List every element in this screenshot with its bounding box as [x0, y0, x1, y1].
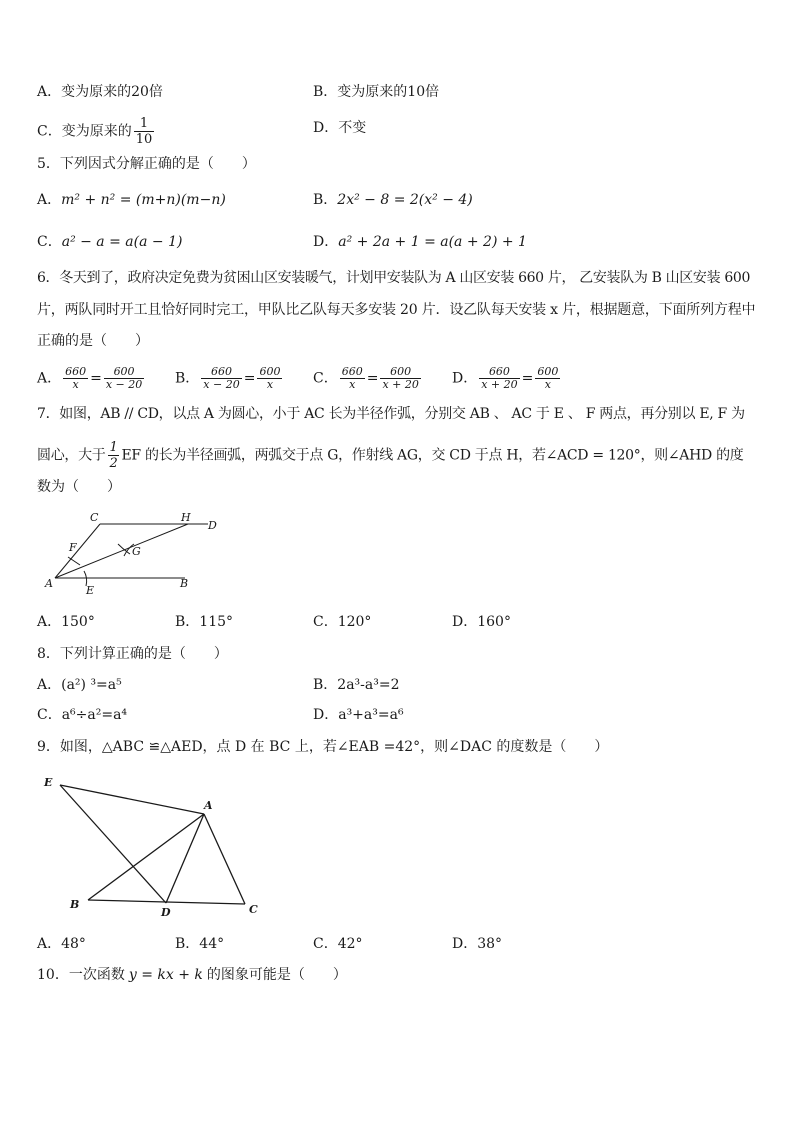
q10-stem [37, 965, 347, 985]
fraction-numerator: 600 [380, 366, 420, 379]
fraction [104, 366, 144, 391]
q8-stem: 8．下列计算正确的是（ ） [37, 646, 228, 662]
fraction-denominator: 2 [109, 456, 118, 471]
point-label-b: B [70, 898, 80, 911]
fraction [479, 366, 519, 391]
equals-sign: = [90, 370, 102, 387]
segment-ab [88, 814, 204, 900]
one-half-fraction [108, 440, 120, 471]
fraction-denominator: x + 20 [382, 378, 419, 391]
fraction-denominator: x [349, 378, 356, 391]
point-label-e: E [44, 776, 53, 789]
q4-option-a: A．变为原来的20倍 [37, 84, 163, 100]
option-label: C． [313, 370, 338, 387]
fraction-numerator: 600 [104, 366, 144, 379]
q9-stem: 9．如图，△ABC ≌△AED，点 D 在 BC 上，若∠EAB =42°，则∠DAC 的度数是（ ） [37, 739, 609, 755]
q8-option-c: C．a⁶÷a²=a⁴ [37, 707, 128, 723]
q5-option-c [37, 232, 182, 252]
fraction-denominator: x [266, 378, 274, 391]
q4-option-b: B．变为原来的10倍 [313, 84, 440, 100]
option-label: B． [175, 370, 200, 387]
q7-option-a: A．150° [37, 614, 95, 630]
q6-stem-line3: 正确的是（ ） [37, 333, 149, 349]
q7-stem-line2-suffix: EF 的长为半径画弧，两弧交于点 G，作射线 AG，交 CD 于点 H，若∠ACD = 120°，则∠AHD 的度 [121, 447, 744, 464]
equals-sign: = [521, 370, 534, 387]
q5-option-a [37, 190, 226, 210]
q10-stem-prefix: 10．一次函数 [37, 967, 125, 983]
segment-ac [55, 524, 100, 578]
option-expression: m² + n² = (m+n)(m−n) [61, 192, 226, 208]
fraction-numerator: 1 [134, 116, 155, 132]
q7-stem-line2 [37, 440, 744, 471]
fraction-denominator: x [544, 378, 551, 391]
q5-option-b [313, 190, 473, 210]
segment-ac [204, 814, 245, 904]
q9-option-c: C．42° [313, 936, 363, 952]
q5-stem: 5．下列因式分解正确的是（ ） [37, 156, 256, 172]
q6-stem-line2: 片，两队同时开工且恰好同时完工，甲队比乙队每天多安装 20 片．设乙队每天安装 x 片，根据题意，下面所列方程中 [37, 302, 756, 318]
fraction-denominator: x − 20 [203, 378, 240, 391]
q4-option-c-prefix: C．变为原来的 [37, 123, 132, 140]
q8-option-b: B．2a³-a³=2 [313, 677, 400, 693]
q7-stem-line2-prefix: 圆心，大于 [37, 447, 106, 464]
fraction-numerator: 660 [341, 365, 363, 378]
q8-option-d: D．a³+a³=a⁶ [313, 707, 404, 723]
q7-option-d: D．160° [452, 614, 511, 630]
q6-option-b [175, 366, 284, 391]
fraction [340, 366, 365, 391]
equals-sign: = [366, 370, 379, 387]
fraction-numerator: 660 [479, 366, 519, 379]
q6-option-d [452, 366, 562, 391]
q10-stem-suffix: 的图象可能是（ ） [206, 967, 347, 983]
equals-sign: = [243, 370, 256, 387]
fraction [380, 366, 420, 391]
q7-option-b: B．115° [175, 614, 234, 630]
point-label-c: C [90, 511, 99, 524]
q9-option-d: D．38° [452, 936, 503, 952]
fraction-denominator: x [72, 378, 79, 391]
option-expression: a² − a = a(a − 1) [61, 234, 183, 250]
option-expression: 2x² − 8 = 2(x² − 4) [337, 192, 473, 208]
fraction-numerator: 600 [259, 365, 281, 378]
point-label-c: C [249, 903, 258, 916]
fraction-numerator: 660 [201, 366, 241, 379]
q6-option-c [313, 366, 423, 391]
option-label: A． [37, 192, 62, 208]
fraction-denominator: 10 [135, 132, 153, 147]
point-label-g: G [132, 545, 141, 558]
fraction-numerator: 600 [537, 365, 559, 378]
q7-stem-line3: 数为（ ） [37, 479, 121, 495]
point-label-b: B [180, 577, 189, 590]
fraction-numerator: 1 [109, 440, 118, 455]
option-label: C． [37, 234, 62, 250]
q9-option-a: A．48° [37, 936, 86, 952]
point-label-e: E [86, 584, 95, 597]
q4-option-c-fraction [134, 116, 155, 147]
point-label-a: A [204, 799, 213, 812]
fraction [63, 366, 88, 391]
option-label: D． [313, 234, 339, 250]
option-expression: a² + 2a + 1 = a(a + 2) + 1 [338, 234, 527, 250]
fraction [535, 366, 560, 391]
q6-option-a [37, 366, 146, 391]
q5-option-d [313, 232, 527, 252]
q7-stem-line1: 7．如图，AB // CD，以点 A 为圆心，小于 AC 长为半径作弧，分别交 AB 、 AC 于 E 、 F 两点，再分别以 E, F 为 [37, 406, 745, 422]
q6-stem-line1: 6．冬天到了，政府决定免费为贫困山区安装暖气，计划甲安装队为 A 山区安装 660 片， 乙安装队为 B 山区安装 600 [37, 270, 750, 286]
q4-option-d: D．不变 [313, 120, 367, 136]
q9-option-b: B．44° [175, 936, 225, 952]
option-label: D． [452, 370, 478, 387]
point-label-d: D [161, 906, 171, 918]
fraction [201, 366, 241, 391]
q4-option-c [37, 116, 156, 147]
q7-parallel-lines-figure [38, 508, 228, 598]
q9-congruent-triangles-figure [38, 768, 268, 918]
option-label: A． [37, 370, 62, 387]
fraction [257, 366, 282, 391]
q8-option-a: A．(a²) ³=a⁵ [37, 677, 122, 693]
fraction-denominator: x + 20 [481, 378, 518, 391]
point-label-f: F [69, 541, 77, 554]
option-label: B． [313, 192, 338, 208]
point-label-a: A [45, 577, 53, 590]
q10-function-expression: y = kx + k [128, 967, 203, 983]
point-label-h: H [181, 511, 191, 524]
fraction-denominator: x − 20 [105, 378, 143, 391]
point-label-d: D [208, 519, 217, 532]
q7-option-c: C．120° [313, 614, 372, 630]
fraction-numerator: 660 [65, 365, 87, 378]
